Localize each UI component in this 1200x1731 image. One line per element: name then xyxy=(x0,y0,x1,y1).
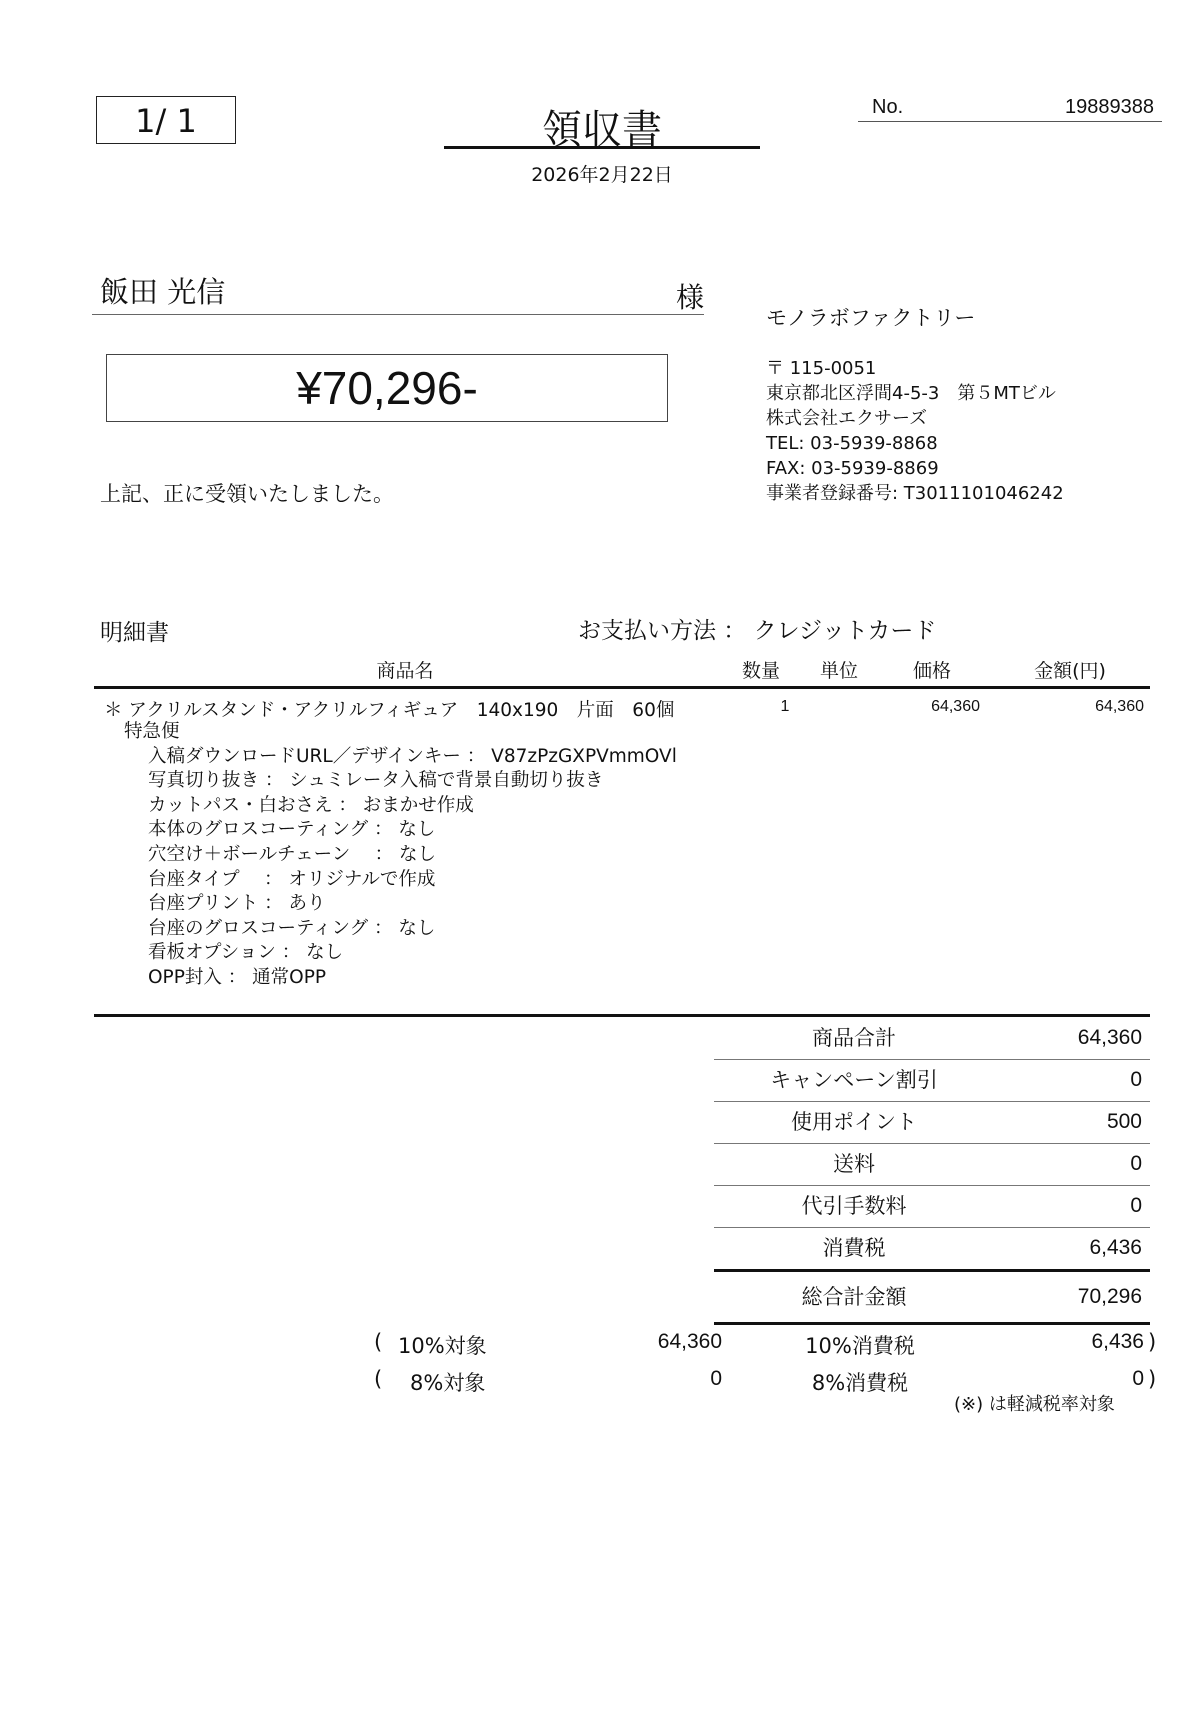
tax-value: 0 xyxy=(1132,1367,1144,1390)
item-qty: 1 xyxy=(780,698,790,715)
tax-value: 6,436 xyxy=(1091,1330,1144,1353)
summary-label: 送料 xyxy=(833,1152,875,1176)
paren-close: ) xyxy=(1148,1367,1157,1391)
page-indicator: 1/ 1 xyxy=(96,96,236,144)
paren-open: ( xyxy=(374,1330,383,1354)
column-header-price: 価格 xyxy=(912,660,951,682)
details-title: 明細書 xyxy=(100,620,169,646)
summary-row-shipping xyxy=(714,1143,1150,1186)
tax-label: 10%消費税 xyxy=(805,1334,915,1358)
received-amount: ¥70,296- xyxy=(106,354,668,422)
tax-base-value: 0 xyxy=(710,1367,722,1390)
issuer-address: 東京都北区浮間4-5-3 第５MTビル xyxy=(766,383,1056,404)
column-header-product: 商品名 xyxy=(376,660,434,682)
column-header-amount: 金額(円) xyxy=(1034,660,1106,682)
item-details xyxy=(124,720,677,991)
tax-base-label: 8%対象 xyxy=(410,1371,486,1395)
issuer-registration: 事業者登録番号: T3011101046242 xyxy=(766,483,1064,504)
summary-value: 0 xyxy=(1130,1068,1142,1091)
issuer-company: 株式会社エクサーズ xyxy=(766,408,928,429)
item-option: 穴空け＋ボールチェーン ： なし xyxy=(148,843,436,865)
paren-close: ) xyxy=(1148,1330,1157,1354)
issuer-postal: 〒 115-0051 xyxy=(766,358,877,379)
issuer-address-block xyxy=(766,356,1064,506)
item-price: 64,360 xyxy=(931,698,980,715)
customer-name: 飯田 光信 xyxy=(100,275,226,309)
summary-value: 0 xyxy=(1130,1194,1142,1217)
customer-honorific: 様 xyxy=(676,281,705,314)
item-option: 看板オプション ： なし xyxy=(148,942,344,964)
total-value: 70,296 xyxy=(1077,1285,1142,1308)
document-title: 領収書 xyxy=(542,107,662,153)
summary-row-tax xyxy=(714,1227,1150,1269)
summary-label: キャンペーン割引 xyxy=(770,1068,938,1092)
receipt-number-underline xyxy=(858,121,1162,122)
summary-row-subtotal xyxy=(714,1017,1150,1060)
summary-label: 代引手数料 xyxy=(801,1194,907,1218)
summary-row-total xyxy=(714,1269,1150,1325)
summary-value: 6,436 xyxy=(1089,1236,1142,1259)
issue-date: 2026年2月22日 xyxy=(531,164,673,186)
received-statement: 上記、正に受領いたしました。 xyxy=(100,482,394,506)
receipt-number-label: No. xyxy=(872,96,904,118)
summary-label: 使用ポイント xyxy=(791,1110,917,1134)
tax-base-label: 10%対象 xyxy=(398,1334,487,1358)
reduced-tax-note: (※) は軽減税率対象 xyxy=(954,1394,1115,1415)
issuer-tel: TEL: 03-5939-8868 xyxy=(766,433,938,454)
item-option: 台座プリント ： あり xyxy=(148,893,326,915)
item-option: OPP封入 ： 通常OPP xyxy=(148,966,327,988)
summary-value: 0 xyxy=(1130,1152,1142,1175)
item-shipping: 特急便 xyxy=(124,721,180,742)
column-header-qty: 数量 xyxy=(741,660,780,682)
item-option: 台座タイプ ： オリジナルで作成 xyxy=(148,868,436,890)
tax-label: 8%消費税 xyxy=(811,1371,909,1395)
item-option: 写真切り抜き ： シュミレータ入稿で背景自動切り抜き xyxy=(148,770,604,792)
table-header-rule xyxy=(94,686,1150,689)
title-underline xyxy=(444,146,760,149)
issuer-fax: FAX: 03-5939-8869 xyxy=(766,458,939,479)
item-option: カットパス・白おさえ ： おまかせ作成 xyxy=(148,794,474,816)
tax-base-value: 64,360 xyxy=(657,1330,722,1353)
summary-label: 商品合計 xyxy=(812,1026,896,1050)
summary-row-points xyxy=(714,1101,1150,1144)
summary-value: 500 xyxy=(1106,1110,1142,1133)
total-label: 総合計金額 xyxy=(801,1285,907,1309)
paren-open: ( xyxy=(374,1367,383,1391)
payment-method: お支払い方法 ： クレジットカード xyxy=(578,618,937,644)
item-option: 本体のグロスコーティング ： なし xyxy=(148,819,436,841)
item-amount: 64,360 xyxy=(1095,698,1144,715)
summary-row-cod-fee xyxy=(714,1185,1150,1228)
item-name: ＊ アクリルスタンド・アクリルフィギュア 140x190 片面 60個 xyxy=(104,700,675,721)
customer-underline xyxy=(92,314,704,315)
summary-row-discount xyxy=(714,1059,1150,1102)
summary-value: 64,360 xyxy=(1077,1026,1142,1049)
item-option: 台座のグロスコーティング ： なし xyxy=(148,917,436,939)
item-option: 入稿ダウンロードURL／デザインキー ： V87zPzGXPVmmOVl xyxy=(148,745,677,767)
shop-name: モノラボファクトリー xyxy=(766,306,976,330)
receipt-number: 19889388 xyxy=(1065,96,1154,118)
column-header-unit: 単位 xyxy=(819,660,858,682)
summary-label: 消費税 xyxy=(822,1236,886,1260)
